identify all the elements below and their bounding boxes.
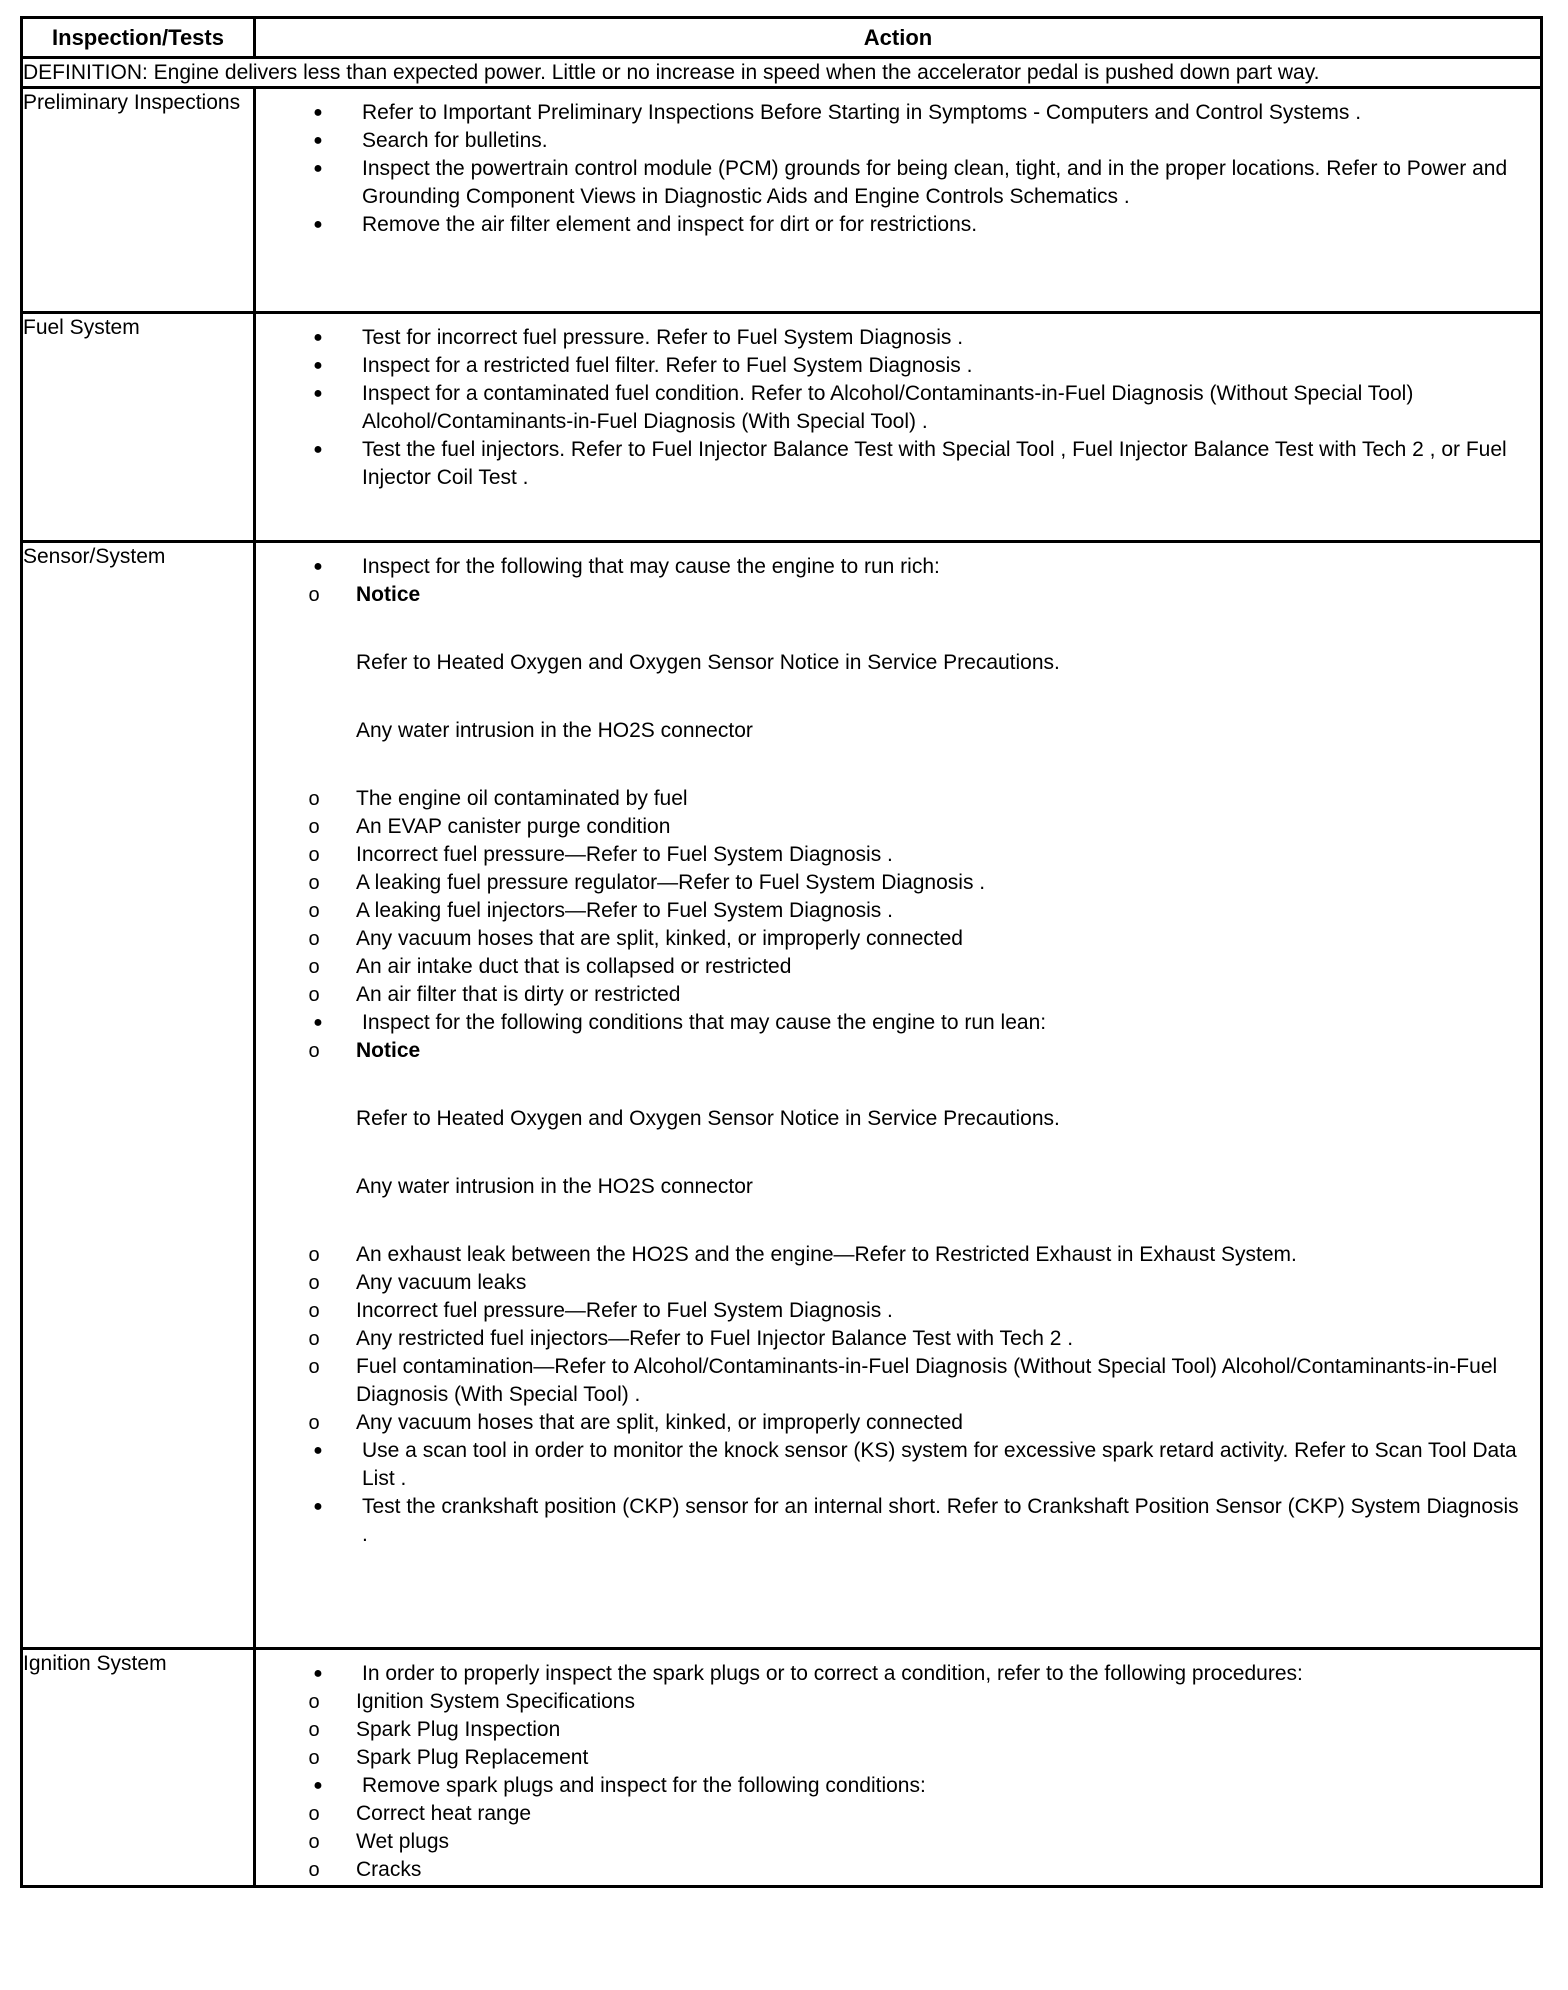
sub-list-item	[256, 1688, 1526, 1716]
list-item	[256, 1437, 1540, 1493]
bullet-icon: ●	[313, 329, 323, 346]
row-label-sensor: Sensor/System	[22, 542, 255, 1649]
bullet-icon: ●	[313, 1442, 323, 1459]
sub-bullet-icon: o	[308, 1831, 320, 1853]
item-text: A leaking fuel injectors—Refer to Fuel System Diagnosis .	[356, 899, 893, 922]
item-text: Use a scan tool in order to monitor the knock sensor (KS) system for excessive spark retard activity. Refer to Scan Tool Data List .	[362, 1439, 1517, 1490]
row-action-fuel	[255, 313, 1542, 542]
sub-list-item	[256, 841, 1526, 869]
row-action-sensor	[255, 542, 1542, 1649]
sub-bullet-icon: o	[308, 1691, 320, 1713]
sub-list-item	[256, 1241, 1526, 1269]
item-text: Any vacuum hoses that are split, kinked, or improperly connected	[356, 1411, 963, 1434]
item-text: Test for incorrect fuel pressure. Refer to Fuel System Diagnosis .	[362, 326, 964, 349]
sub-list-item	[256, 1856, 1526, 1884]
sub-list-item	[256, 1716, 1526, 1744]
bullet-icon: ●	[313, 385, 323, 402]
sub-bullet-icon: o	[308, 984, 320, 1006]
sub-bullet-icon: o	[308, 1356, 320, 1378]
item-text: Inspect for a restricted fuel filter. Refer to Fuel System Diagnosis .	[362, 354, 973, 377]
item-text: Spark Plug Inspection	[356, 1718, 561, 1741]
list-item	[256, 155, 1540, 211]
sub-list-item	[256, 813, 1526, 841]
row-preliminary-inspections	[22, 88, 1542, 313]
item-text: Inspect for the following that may cause the engine to run rich:	[362, 555, 940, 578]
procedures-sublist	[308, 1688, 1526, 1772]
item-text: Wet plugs	[356, 1830, 449, 1853]
item-text: The engine oil contaminated by fuel	[356, 787, 688, 810]
bullet-icon: ●	[313, 104, 323, 121]
row-fuel-system	[22, 313, 1542, 542]
sub-bullet-icon: o	[308, 816, 320, 838]
header-action: Action	[255, 18, 1542, 58]
row-label-preliminary: Preliminary Inspections	[22, 88, 255, 313]
diagnostic-page	[20, 16, 1540, 1888]
list-item-run-rich	[256, 553, 1540, 1009]
item-text: Inspect the powertrain control module (PCM) grounds for being clean, tight, and in the proper locations. Refer to Power and Grounding Component Views in Diagnostic Aids and Engine Controls Schematics .	[362, 157, 1508, 208]
list-item	[256, 99, 1540, 127]
sub-bullet-icon: o	[308, 928, 320, 950]
list-item	[256, 324, 1540, 352]
list-item-run-lean	[256, 1009, 1540, 1437]
list-item	[256, 211, 1540, 239]
row-label-ignition: Ignition System	[22, 1649, 255, 1887]
bullet-icon: ●	[313, 441, 323, 458]
notice-item	[256, 581, 1526, 745]
rich-sublist	[308, 581, 1526, 1009]
notice-item	[256, 1037, 1526, 1201]
item-text: An EVAP canister purge condition	[356, 815, 671, 838]
item-text: Refer to Important Preliminary Inspections Before Starting in Symptoms - Computers and Control Systems .	[362, 101, 1362, 124]
notice-title: Notice	[356, 583, 421, 606]
notice-title: Notice	[356, 1039, 421, 1062]
item-text: Any vacuum leaks	[356, 1271, 527, 1294]
notice-text: Any water intrusion in the HO2S connector	[356, 1175, 753, 1198]
sub-bullet-icon: o	[308, 956, 320, 978]
definition-text: DEFINITION: Engine delivers less than expected power. Little or no increase in speed when the accelerator pedal is pushed down part way.	[22, 58, 1542, 88]
sub-list-item	[256, 1800, 1526, 1828]
row-action-preliminary	[255, 88, 1542, 313]
sensor-list	[256, 553, 1540, 1549]
sub-bullet-icon: o	[308, 844, 320, 866]
sub-bullet-icon: o	[308, 1040, 320, 1062]
preliminary-list	[256, 99, 1540, 239]
fuel-list	[256, 324, 1540, 492]
sub-list-item	[256, 869, 1526, 897]
sub-list-item	[256, 1325, 1526, 1353]
item-text: Any restricted fuel injectors—Refer to Fuel Injector Balance Test with Tech 2 .	[356, 1327, 1074, 1350]
sub-list-item	[256, 1353, 1526, 1409]
sub-bullet-icon: o	[308, 584, 320, 606]
list-item	[256, 352, 1540, 380]
sub-list-item	[256, 1744, 1526, 1772]
sub-bullet-icon: o	[308, 788, 320, 810]
sub-list-item	[256, 897, 1526, 925]
bullet-icon: ●	[313, 558, 323, 575]
sub-list-item	[256, 1269, 1526, 1297]
sub-list-item	[256, 953, 1526, 981]
list-item	[256, 1772, 1540, 1884]
sub-bullet-icon: o	[308, 1803, 320, 1825]
bullet-icon: ●	[313, 160, 323, 177]
item-text: Ignition System Specifications	[356, 1690, 635, 1713]
sub-bullet-icon: o	[308, 1747, 320, 1769]
sub-list-item	[256, 1297, 1526, 1325]
item-text: Remove the air filter element and inspect for dirt or for restrictions.	[362, 213, 978, 236]
item-text: Test the crankshaft position (CKP) sensor for an internal short. Refer to Crankshaft Position Sensor (CKP) System Diagnosis .	[362, 1495, 1519, 1546]
sub-list-item	[256, 785, 1526, 813]
item-text: Incorrect fuel pressure—Refer to Fuel System Diagnosis .	[356, 843, 893, 866]
item-text: Fuel contamination—Refer to Alcohol/Contaminants-in-Fuel Diagnosis (Without Special Tool) Alcohol/Contaminants-in-Fuel Diagnosis (With Special Tool) .	[356, 1355, 1498, 1406]
item-text: Correct heat range	[356, 1802, 532, 1825]
item-text: Inspect for a contaminated fuel condition. Refer to Alcohol/Contaminants-in-Fuel Diagnosis (Without Special Tool) Alcohol/Contaminants-in-Fuel Diagnosis (With Special Tool) .	[362, 382, 1414, 433]
sub-list-item	[256, 981, 1526, 1009]
item-text: An air intake duct that is collapsed or restricted	[356, 955, 792, 978]
sub-bullet-icon: o	[308, 1328, 320, 1350]
row-ignition-system	[22, 1649, 1542, 1887]
item-text: An air filter that is dirty or restricted	[356, 983, 681, 1006]
item-text: Remove spark plugs and inspect for the following conditions:	[362, 1774, 926, 1797]
lean-sublist	[308, 1037, 1526, 1437]
sub-list-item	[256, 1828, 1526, 1856]
bullet-icon: ●	[313, 1777, 323, 1794]
diagnostic-table	[20, 16, 1543, 1888]
sub-bullet-icon: o	[308, 1719, 320, 1741]
bullet-icon: ●	[313, 1665, 323, 1682]
item-text: Incorrect fuel pressure—Refer to Fuel System Diagnosis .	[356, 1299, 893, 1322]
list-item	[256, 127, 1540, 155]
notice-text: Refer to Heated Oxygen and Oxygen Sensor Notice in Service Precautions.	[356, 651, 1060, 674]
row-action-ignition	[255, 1649, 1542, 1887]
list-item	[256, 380, 1540, 436]
bullet-icon: ●	[313, 216, 323, 233]
item-text: In order to properly inspect the spark plugs or to correct a condition, refer to the following procedures:	[362, 1662, 1303, 1685]
notice-text: Refer to Heated Oxygen and Oxygen Sensor Notice in Service Precautions.	[356, 1107, 1060, 1130]
sub-list-item	[256, 1409, 1526, 1437]
list-item	[256, 436, 1540, 492]
definition-row	[22, 58, 1542, 88]
list-item	[256, 1493, 1540, 1549]
sub-bullet-icon: o	[308, 1412, 320, 1434]
header-inspection-tests: Inspection/Tests	[22, 18, 255, 58]
sub-list-item	[256, 925, 1526, 953]
header-row	[22, 18, 1542, 58]
item-text: An exhaust leak between the HO2S and the engine—Refer to Restricted Exhaust in Exhaust System.	[356, 1243, 1297, 1266]
item-text: Inspect for the following conditions that may cause the engine to run lean:	[362, 1011, 1047, 1034]
bullet-icon: ●	[313, 357, 323, 374]
row-sensor-system	[22, 542, 1542, 1649]
item-text: Any vacuum hoses that are split, kinked, or improperly connected	[356, 927, 963, 950]
sub-bullet-icon: o	[308, 872, 320, 894]
sub-bullet-icon: o	[308, 1859, 320, 1881]
sub-bullet-icon: o	[308, 900, 320, 922]
item-text: Search for bulletins.	[362, 129, 548, 152]
sub-bullet-icon: o	[308, 1300, 320, 1322]
notice-text: Any water intrusion in the HO2S connector	[356, 719, 753, 742]
sub-bullet-icon: o	[308, 1244, 320, 1266]
item-text: Test the fuel injectors. Refer to Fuel Injector Balance Test with Special Tool , Fuel Injector Balance Test with Tech 2 , or Fuel Injector Coil Test .	[362, 438, 1507, 489]
ignition-list	[256, 1660, 1540, 1884]
bullet-icon: ●	[313, 1498, 323, 1515]
item-text: Spark Plug Replacement	[356, 1746, 589, 1769]
plugs-sublist	[308, 1800, 1526, 1884]
item-text: A leaking fuel pressure regulator—Refer to Fuel System Diagnosis .	[356, 871, 986, 894]
item-text: Cracks	[356, 1858, 422, 1881]
sub-bullet-icon: o	[308, 1272, 320, 1294]
row-label-fuel: Fuel System	[22, 313, 255, 542]
bullet-icon: ●	[313, 132, 323, 149]
list-item	[256, 1660, 1540, 1772]
bullet-icon: ●	[313, 1014, 323, 1031]
